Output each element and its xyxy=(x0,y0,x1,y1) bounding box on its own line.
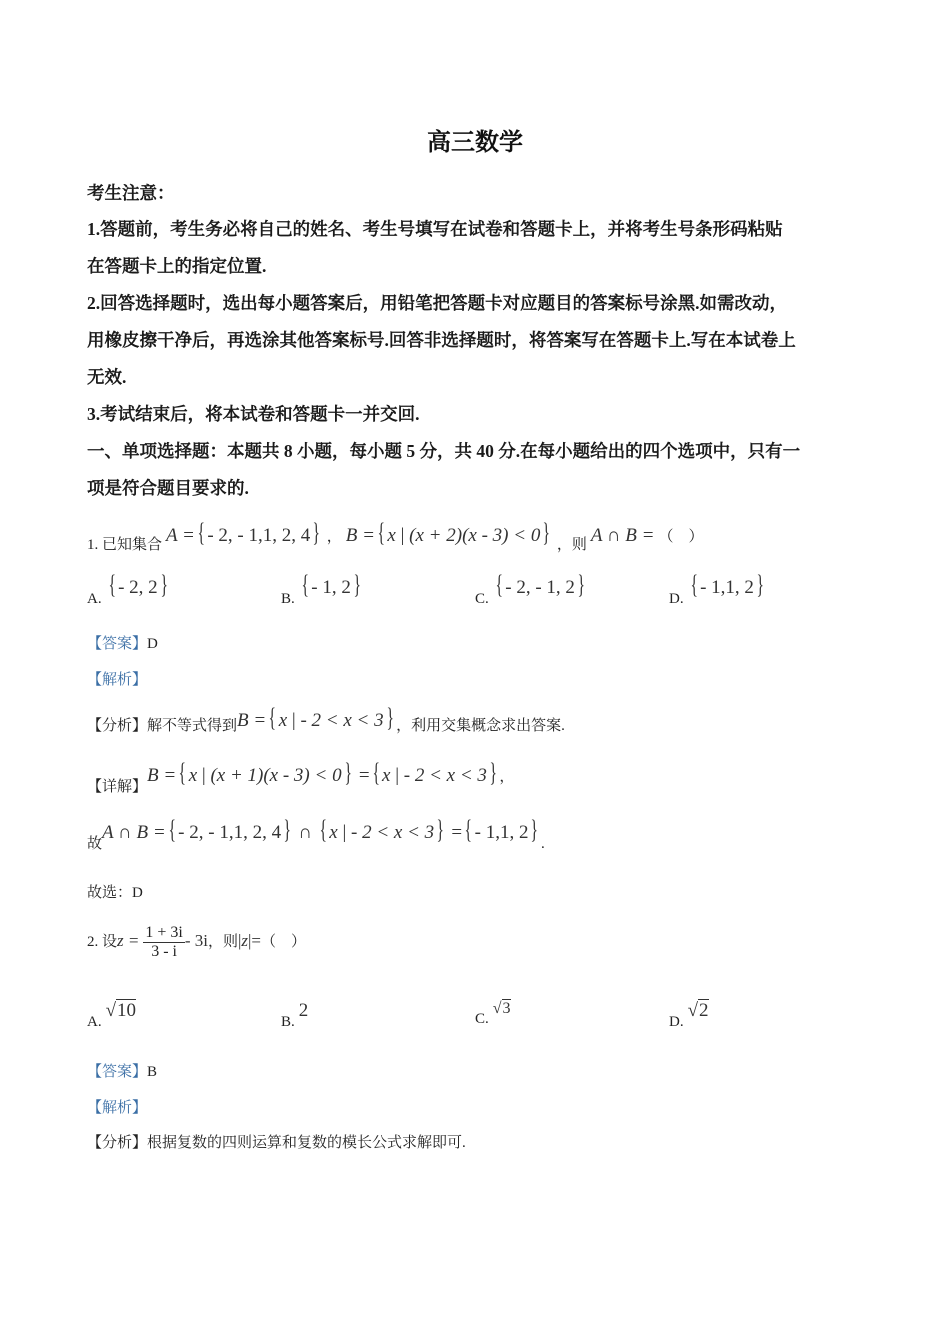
option-value: 2 xyxy=(298,1000,309,1021)
q1-setB-cond: (x + 2)(x - 3) < 0 xyxy=(409,525,541,546)
sqrt-icon: √3 xyxy=(492,1000,511,1017)
brace-icon: } xyxy=(542,518,551,547)
q2-option-d xyxy=(669,1000,709,1030)
option-letter: A. xyxy=(87,1014,102,1030)
brace-icon: { xyxy=(178,758,187,787)
section-heading-line-1: 一、单项选择题：本题共 8 小题，每小题 5 分，共 40 分.在每小题给出的四个选项中，只有一 xyxy=(87,441,801,461)
q2-numerator: 1 + 3i xyxy=(145,924,183,941)
notice-2-line-2: 用橡皮擦干净后，再选涂其他答案标号.回答非选择题时，将答案写在答题卡上.写在本试卷上 xyxy=(87,330,796,350)
answer-value: D xyxy=(147,636,158,652)
brace-icon: { xyxy=(168,815,176,844)
q1-option-b xyxy=(281,570,363,607)
brace-icon: { xyxy=(108,570,116,599)
fenxi-text: 根据复数的四则运算和复数的模长公式求解即可. xyxy=(147,1135,466,1151)
q2-paren: （ ） xyxy=(261,934,307,951)
notice-1-line-1: 1.答题前，考生务必将自己的姓名、考生号填写在试卷和答题卡上，并将考生号条形码粘贴 xyxy=(87,219,783,239)
q2-option-c xyxy=(475,1000,511,1027)
option-value: 3 xyxy=(502,1000,511,1017)
q1-option-d xyxy=(669,570,766,607)
q1-then: ，则 xyxy=(556,537,587,553)
gu-result: - 1,1, 2 xyxy=(474,822,529,843)
section-heading-line-2: 项是符合题目要求的. xyxy=(87,478,249,498)
q2-option-a xyxy=(87,1000,137,1030)
brace-icon: } xyxy=(489,758,497,787)
answer-value: B xyxy=(147,1064,158,1080)
brace-icon: } xyxy=(312,518,321,547)
notice-1-line-2: 在答题卡上的指定位置. xyxy=(87,256,267,276)
brace-icon: { xyxy=(301,570,309,599)
brace-icon: { xyxy=(464,815,473,844)
fenxi-text-2: ，利用交集概念求出答案. xyxy=(396,718,565,734)
brace-icon: } xyxy=(436,815,445,844)
q1-option-a xyxy=(87,570,170,607)
detail-eq-2: - 2 < x < 3 xyxy=(403,765,487,786)
brace-icon: } xyxy=(344,758,352,787)
q1-sep: ， xyxy=(326,529,342,545)
answer-tag: 【答案】 xyxy=(87,636,148,652)
q2-answer xyxy=(87,1060,157,1081)
q1-setB-lhs: B = xyxy=(345,525,375,546)
brace-icon: } xyxy=(353,570,361,599)
brace-icon: { xyxy=(377,518,385,547)
q2-option-b xyxy=(281,1000,309,1030)
brace-icon: { xyxy=(495,570,503,599)
fenxi-tag: 【分析】 xyxy=(87,1135,148,1151)
option-letter: B. xyxy=(281,1014,295,1030)
fenxi-tag: 【分析】 xyxy=(87,718,148,734)
brace-icon: } xyxy=(530,815,539,844)
gu-set-2: - 2 < x < 3 xyxy=(351,822,435,843)
brace-icon: { xyxy=(197,518,205,547)
question-2-stem: 2. 设z = $\frac{1 + 3i}{3 - i}$ - 3i，则|z|=（ ） xyxy=(87,924,307,960)
q1-detail: 【详解】B ={ x | (x + 1)(x - 3) < 0} ={ x | - 2 < x < 3} ， xyxy=(87,758,515,795)
q1-paren: （ ） xyxy=(658,529,704,545)
q2-analysis-tag: 【解析】 xyxy=(87,1100,148,1116)
answer-tag: 【答案】 xyxy=(87,1064,148,1080)
q2-fenxi xyxy=(87,1131,466,1152)
q1-ask: A ∩ B = xyxy=(590,525,655,546)
option-letter: A. xyxy=(87,591,102,607)
option-letter: C. xyxy=(475,1011,489,1027)
q1-setB-x: x xyxy=(387,525,396,546)
notice-2-line-1: 2.回答选择题时，选出每小题答案后，用铅笔把答题卡对应题目的答案标号涂黑.如需改动， xyxy=(87,293,787,313)
option-value: 2 xyxy=(699,1000,709,1021)
detail-eq-1: (x + 1)(x - 3) < 0 xyxy=(210,765,342,786)
q2-denominator: 3 - i xyxy=(151,943,177,960)
option-letter: B. xyxy=(281,591,295,607)
brace-icon: } xyxy=(756,570,764,599)
option-letter: D. xyxy=(669,1014,684,1030)
q2-tail: - 3i xyxy=(184,931,208,951)
q2-then: ，则 xyxy=(207,934,238,951)
q2-prefix: 2. 设 xyxy=(87,934,118,951)
detail-tag: 【详解】 xyxy=(87,779,148,795)
option-value: 10 xyxy=(117,1000,137,1021)
q1-setA-lhs: A = xyxy=(166,525,195,546)
brace-icon: } xyxy=(577,570,585,599)
brace-icon: } xyxy=(283,815,292,844)
q1-prefix: 1. 已知集合 xyxy=(87,537,163,553)
sqrt-icon: √10 xyxy=(105,1000,137,1021)
question-1-stem: 1. 已知集合 A ={ - 2, - 1,1, 2, 4} ， B ={ x | (x + 2)(x - 3) < 0} ，则 A ∩ B = （ ） xyxy=(87,518,704,553)
q1-analysis-tag: 【解析】 xyxy=(87,672,148,688)
option-letter: C. xyxy=(475,591,489,607)
notice-2-line-3: 无效. xyxy=(87,367,127,387)
brace-icon: { xyxy=(268,703,277,732)
page-title: 高三数学 xyxy=(427,130,523,156)
notice-3: 3.考试结束后，将本试卷和答题卡一并交回. xyxy=(87,404,420,424)
q1-conclusion: 故A ∩ B ={ - 2, - 1,1, 2, 4} ∩ { x | - 2 < x < 3} ={ - 1,1, 2} . xyxy=(87,815,545,852)
brace-icon: } xyxy=(160,570,168,599)
brace-icon: { xyxy=(319,815,327,844)
gu-text: 故 xyxy=(87,836,103,852)
brace-icon: { xyxy=(690,570,698,599)
q2-eq: = xyxy=(251,931,262,951)
detail-comma: ， xyxy=(499,769,515,785)
fenxi-text-1: 解不等式得到 xyxy=(147,718,238,734)
q2-abs-z: z xyxy=(241,931,249,951)
brace-icon: { xyxy=(372,758,380,787)
q1-answer xyxy=(87,632,158,653)
q2-fraction xyxy=(143,924,184,961)
q1-choice: 故选：D xyxy=(87,885,143,901)
brace-icon: } xyxy=(386,703,394,732)
sqrt-icon: √2 xyxy=(687,1000,709,1021)
q1-fenxi: 【分析】解不等式得到B ={ x | - 2 < x < 3} ，利用交集概念求出答案. xyxy=(87,703,565,734)
q2-z: z = xyxy=(117,931,140,951)
option-value: - 2, - 1, 2 xyxy=(505,577,575,598)
q1-setA: - 2, - 1,1, 2, 4 xyxy=(207,525,311,546)
option-letter: D. xyxy=(669,591,684,607)
option-value: - 1, 2 xyxy=(311,577,351,598)
notice-heading: 考生注意： xyxy=(87,183,175,203)
q1-option-c xyxy=(475,570,587,607)
option-value: - 2, 2 xyxy=(118,577,158,598)
gu-end: . xyxy=(540,836,545,852)
option-value: - 1,1, 2 xyxy=(700,577,754,598)
gu-set-1: - 2, - 1,1, 2, 4 xyxy=(178,822,282,843)
fenxi-set: - 2 < x < 3 xyxy=(300,710,384,731)
